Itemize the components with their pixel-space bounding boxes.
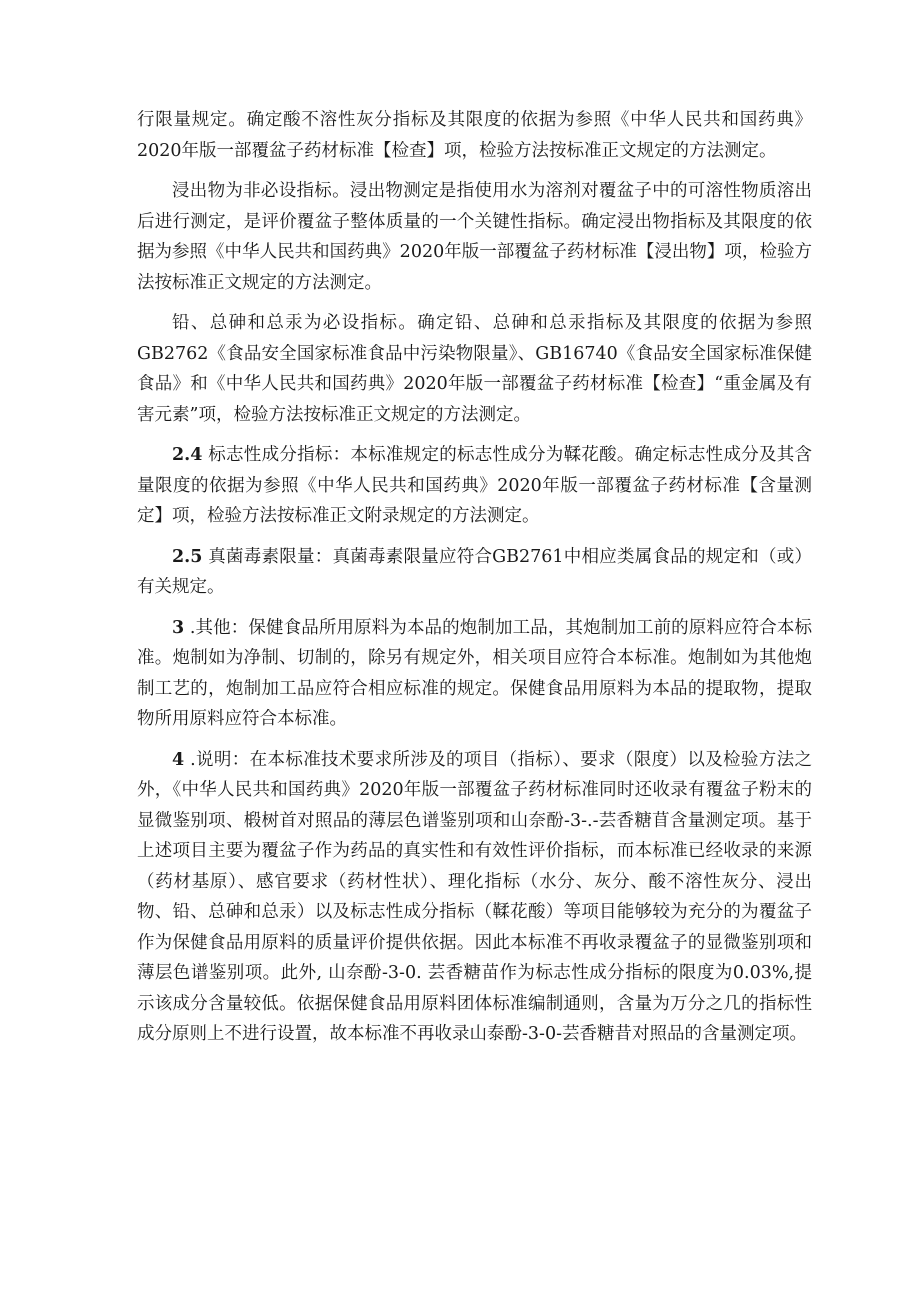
paragraph-text: .其他：保健食品所用原料为本品的炮制加工品，其炮制加工前的原料应符合本标准。炮制如为净制、切制的，除另有规定外，相关项目应符合本标准。炮制如为其他炮制工艺的，炮制加工品应符合相应标准的规定。保健食品用原料为本品的提取物，提取物所用原料应符合本标准。 [137,617,812,729]
paragraph-text: 浸出物为非必设指标。浸出物测定是指使用水为溶剂对覆盆子中的可溶性物质溶出后进行测定，是评价覆盆子整体质量的一个关键性指标。确定浸出物指标及其限度的依据为参照《中华人民共和国药典》2020年版一部覆盆子药材标准【浸出物】项，检验方法按标准正文规定的方法测定。 [137,181,812,293]
section-number: 4 [172,749,185,770]
paragraph-text: 真菌毒素限量：真菌毒素限量应符合GB2761中相应类属食品的规定和（或）有关规定。 [137,546,812,597]
paragraph-mycotoxin [137,542,812,603]
section-number: 2.5 [172,546,203,567]
paragraph-text: 行限量规定。确定酸不溶性灰分指标及其限度的依据为参照《中华人民共和国药典》2020年版一部覆盆子药材标准【检查】项，检验方法按标准正文规定的方法测定。 [137,110,812,161]
paragraph-text: 标志性成分指标：本标准规定的标志性成分为鞣花酸。确定标志性成分及其含量限度的依据为参照《中华人民共和国药典》2020年版一部覆盆子药材标准【含量测定】项，检验方法按标准正文附录规定的方法测定。 [137,445,812,526]
paragraph-heavy-metals [137,308,812,430]
paragraph-text: 铅、总砷和总汞为必设指标。确定铅、总砷和总汞指标及其限度的依据为参照GB2762《食品安全国家标准食品中污染物限量》、GB16740《食品安全国家标准保健食品》和《中华人民共和国药典》2020年版一部覆盆子药材标准【检查】“重金属及有害元素”项，检验方法按标准正文规定的方法测定。 [137,313,812,425]
paragraph-extract [137,176,812,298]
document-page [137,105,812,1060]
paragraph-other [137,613,812,735]
paragraph-marker-component [137,440,812,532]
section-number: 3 [172,617,185,638]
paragraph-acid-insoluble-ash [137,105,812,166]
paragraph-text: .说明：在本标准技术要求所涉及的项目（指标）、要求（限度）以及检验方法之外，《中华人民共和国药典》2020年版一部覆盆子药材标准同时还收录有覆盆子粉末的显微鉴别项、椴树首对照品的薄层色谱鉴别项和山奈酚-3-.-芸香糖苜含量测定项。基于上述项目主要为覆盆子作为药品的真实性和有效性评价指标，而本标准已经收录的来源（药材基原）、感官要求（药材性状）、理化指标（水分、灰分、酸不溶性灰分、浸出物、铅、总砷和总汞）以及标志性成分指标（鞣花酸）等项目能够较为充分的为覆盆子作为保健食品用原料的质量评价提供依据。因此本标准不再收录覆盆子的显微鉴别项和薄层色谱鉴别项。此外, 山奈酚-3-0. 芸香糖苗作为标志性成分指标的限度为0.03%,提示该成分含量较低。依据保健食品用原料团体标准编制通则，含量为万分之几的指标性成分原则上不进行设置，故本标准不再收录山泰酚-3-0-芸香糖昔对照品的含量测定项。 [137,749,812,1044]
paragraph-notes [137,745,812,1050]
section-number: 2.4 [172,445,203,465]
